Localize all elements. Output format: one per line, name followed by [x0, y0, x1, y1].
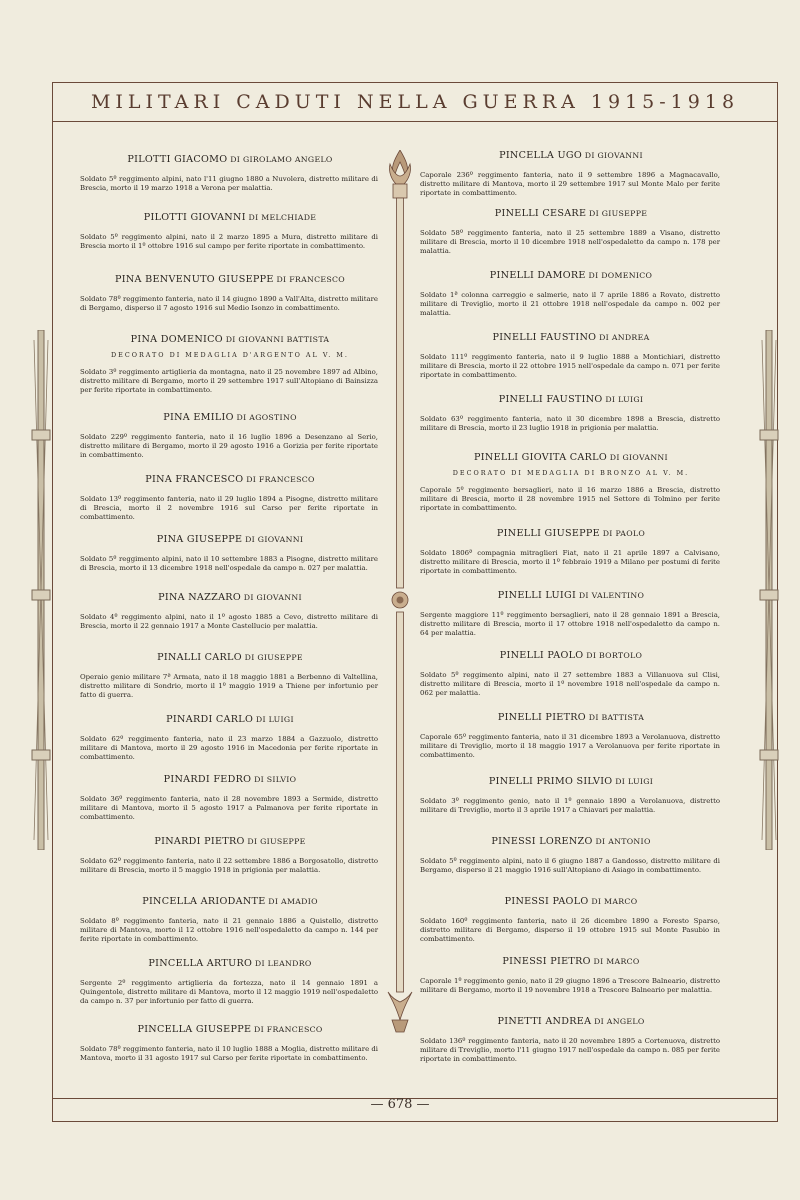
soldier-description: Soldato 3º reggimento genio, nato il 1º gennaio 1890 a Verolanuova, distretto militare di Treviglio, morto il 3 aprile 1917 a Chiavari per malattia.: [420, 797, 720, 814]
soldier-father: DI GIUSEPPE: [244, 837, 306, 846]
soldier-description: Soldato 62º reggimento fanteria, nato il 23 marzo 1884 a Gazzuolo, distretto militare di Mantova, morto il 29 agosto 1916 in Macedonia per ferite riportate in combattimento.: [80, 735, 378, 761]
soldier-name: [80, 592, 380, 603]
soldier-surname-given: PINCELLA ARTURO: [148, 958, 253, 969]
soldier-father: DI FRANCESCO: [273, 275, 345, 284]
soldier-entry: [420, 712, 722, 760]
soldier-father: DI MARCO: [590, 957, 640, 966]
soldier-father: DI DOMENICO: [585, 271, 653, 280]
soldier-father: DI LEANDRO: [252, 959, 312, 968]
soldier-father: DI PAOLO: [599, 529, 646, 538]
soldier-description: Soldato 5º reggimento alpini, nato l'11 giugno 1880 a Nuvolera, distretto militare di Brescia, morto il 19 marzo 1918 a Verona per malattia.: [80, 175, 378, 192]
soldier-name: [420, 590, 722, 601]
soldier-father: DI VALENTINO: [576, 591, 645, 600]
soldier-name: [80, 958, 380, 969]
soldier-description: Soldato 36º reggimento fanteria, nato il 28 novembre 1893 a Sermide, distretto militare di Mantova, morto il 5 agosto 1917 a Palmanova per ferite riportate in combattimento.: [80, 795, 378, 821]
soldier-entry: [420, 150, 722, 198]
soldier-description: Sergente maggiore 11º reggimento bersaglieri, nato il 28 gennaio 1891 a Brescia, distretto militare di Brescia, morto il 17 ottobre 1918 nell'ospedaletto da campo n. 64 per malattia.: [420, 611, 720, 637]
soldier-description: Soldato 13º reggimento fanteria, nato il 29 luglio 1894 a Pisogne, distretto militare di Brescia, morto il 2 novembre 1916 sul Carso per ferite riportate in combattimento.: [80, 495, 378, 521]
soldier-name: [420, 650, 722, 661]
soldier-name: [80, 474, 380, 485]
soldier-father: DI LUIGI: [253, 715, 294, 724]
soldier-surname-given: PILOTTI GIACOMO: [127, 154, 228, 165]
soldier-name: [420, 1016, 722, 1027]
soldier-surname-given: PINARDI FEDRO: [163, 774, 252, 785]
soldier-surname-given: PINA NAZZARO: [158, 592, 241, 603]
soldier-entry: [80, 592, 380, 631]
soldier-entry: [80, 896, 380, 944]
title-bar: [53, 83, 777, 122]
soldier-father: DI GIUSEPPE: [241, 653, 303, 662]
soldier-entry: [420, 394, 722, 433]
soldier-entry: [420, 650, 722, 698]
soldier-surname-given: PINA BENVENUTO GIUSEPPE: [115, 274, 274, 285]
soldier-entry: [420, 956, 722, 995]
soldier-entry: [80, 958, 380, 1006]
soldier-entry: [420, 896, 722, 944]
soldier-entry: [420, 1016, 722, 1064]
soldier-description: Soldato 5º reggimento alpini, nato il 2 marzo 1895 a Mura, distretto militare di Brescia morto il 1º ottobre 1916 sul campo per ferite riportate in combattimento.: [80, 233, 378, 250]
soldier-name: [80, 212, 380, 223]
soldier-surname-given: PINA EMILIO: [163, 412, 234, 423]
soldier-entry: [80, 836, 380, 875]
soldier-name: [420, 270, 722, 281]
soldier-name: [80, 774, 380, 785]
soldier-father: DI GIOVANNI BATTISTA: [222, 335, 330, 344]
soldier-description: Soldato 5º reggimento alpini, nato il 27 settembre 1883 a Villanuova sul Clisi, distretto militare di Brescia, morto il 1º novembre 1918 nell'ospedale da campo n. 062 per malattia.: [420, 671, 720, 697]
soldier-surname-given: PINCELLA GIUSEPPE: [137, 1024, 252, 1035]
soldier-description: Soldato 5º reggimento alpini, nato il 6 giugno 1887 a Gandosso, distretto militare di Bergamo, disperso il 21 maggio 1916 sull'Altopiano di Asiago in combattimento.: [420, 857, 720, 874]
soldier-surname-given: PINCELLA UGO: [499, 150, 582, 161]
soldier-description: Caporale 5º reggimento bersaglieri, nato il 16 marzo 1886 a Brescia, distretto militare di Brescia, morto il 28 novembre 1915 nel Settore di Tolmino per ferite riportate in combattimento.: [420, 486, 720, 512]
soldier-name: [420, 956, 722, 967]
soldier-entry: [80, 154, 380, 193]
soldier-entry: [80, 652, 380, 700]
soldier-father: DI MARCO: [588, 897, 638, 906]
soldier-entry: [420, 836, 722, 875]
decoration-note: DECORATO DI MEDAGLIA DI BRONZO AL V. M.: [452, 469, 690, 477]
soldier-father: DI FRANCESCO: [243, 475, 315, 484]
soldier-name: [420, 836, 722, 847]
soldier-entry: [80, 274, 380, 313]
soldier-surname-given: PINA GIUSEPPE: [156, 534, 243, 545]
soldier-entry: [80, 534, 380, 573]
soldier-father: DI ANGELO: [591, 1017, 645, 1026]
soldier-description: Soldato 229º reggimento fanteria, nato il 16 luglio 1896 a Desenzano al Serio, distretto militare di Bergamo, morto il 29 agosto 1916 a Gorizia per ferite riportate in combattimento.: [80, 433, 378, 459]
soldier-surname-given: PINELLI PIETRO: [497, 712, 586, 723]
soldier-father: DI GIOVANNI: [242, 535, 304, 544]
soldier-surname-given: PINETTI ANDREA: [497, 1016, 592, 1027]
soldier-surname-given: PINALLI CARLO: [157, 652, 242, 663]
soldier-surname-given: PINARDI CARLO: [166, 714, 254, 725]
soldier-description: Soldato 1ª colonna carreggio e salmerie, nato il 7 aprile 1886 a Rovato, distretto militare di Treviglio, morto il 21 ottobre 1918 nell'ospedale da campo n. 002 per malattia.: [420, 291, 720, 317]
soldier-father: DI ANTONIO: [592, 837, 651, 846]
soldier-description: Soldato 3º reggimento artiglieria da montagna, nato il 25 novembre 1897 ad Albino, distretto militare di Bergamo, morto il 29 settembre 1917 sull'Altopiano di Bainsizza per ferite riportate in combattimento.: [80, 368, 378, 394]
soldier-description: Soldato 58º reggimento fanteria, nato il 25 settembre 1889 a Visano, distretto militare di Brescia, morto il 10 dicembre 1918 nell'ospedaletto da campo n. 178 per malattia.: [420, 229, 720, 255]
soldier-father: DI AGOSTINO: [233, 413, 297, 422]
soldier-father: DI ANDREA: [596, 333, 650, 342]
soldier-description: Soldato 63º reggimento fanteria, nato il 30 dicembre 1898 a Brescia, distretto militare di Brescia, morto il 23 luglio 1918 in prigionia per malattia.: [420, 415, 720, 432]
soldier-name: [420, 528, 722, 539]
soldier-surname-given: PINELLI GIOVITA CARLO: [474, 452, 608, 463]
soldier-entry: [420, 208, 722, 256]
soldier-surname-given: PINESSI PIETRO: [502, 956, 591, 967]
soldier-father: DI MELCHIADE: [245, 213, 317, 222]
soldier-surname-given: PINELLI LUIGI: [497, 590, 577, 601]
soldier-father: DI GIOVANNI: [582, 151, 643, 160]
soldier-father: DI BATTISTA: [585, 713, 645, 722]
soldier-name: [80, 652, 380, 663]
soldier-surname-given: PINELLI PAOLO: [499, 650, 584, 661]
soldier-description: Sergente 2º reggimento artiglieria da fortezza, nato il 14 gennaio 1891 a Quingentole, distretto militare di Mantova, morto il 12 maggio 1919 nell'ospedaletto da campo n. 37 per infortunio per fatto di guerra.: [80, 979, 378, 1005]
soldier-description: Soldato 1806ª compagnia mitraglieri Fiat, nato il 21 aprile 1897 a Calvisano, distretto militare di Brescia, morto il 1º febbraio 1919 a Milano per postumi di ferite riportate in combattimento.: [420, 549, 720, 575]
soldier-entry: [80, 212, 380, 251]
soldier-surname-given: PINELLI FAUSTINO: [492, 332, 597, 343]
soldier-name: [80, 836, 380, 847]
soldier-father: DI BORTOLO: [583, 651, 643, 660]
soldier-name: [420, 208, 722, 219]
soldier-surname-given: PINELLI GIUSEPPE: [496, 528, 600, 539]
soldier-entry: [420, 332, 722, 380]
soldier-surname-given: PINA FRANCESCO: [145, 474, 244, 485]
soldier-description: Operaio genio militare 7ª Armata, nato il 18 maggio 1881 a Berbenno di Valtellina, distretto militare di Sondrio, morto il 1º maggio 1919 a Thiene per infortunio per fatto di guerra.: [80, 673, 378, 699]
soldier-name: [420, 150, 722, 161]
soldier-father: DI GIROLAMO ANGELO: [227, 155, 333, 164]
soldier-entry: [420, 590, 722, 638]
soldier-entry: [80, 334, 380, 395]
soldier-entry: [80, 412, 380, 460]
soldier-name: [80, 896, 380, 907]
soldier-father: DI GIOVANNI: [607, 453, 668, 462]
soldier-name: [420, 712, 722, 723]
soldier-father: DI LUIGI: [612, 777, 654, 786]
soldier-description: Soldato 78º reggimento fanteria, nato il 14 giugno 1890 a Vall'Alta, distretto militare di Bergamo, disperso il 7 agosto 1916 sul Medio Isonzo in combattimento.: [80, 295, 378, 312]
soldier-name: [80, 714, 380, 725]
soldier-entry: [420, 776, 722, 815]
soldier-entry: [420, 528, 722, 576]
soldier-description: Soldato 8º reggimento fanteria, nato il 21 gennaio 1886 a Quistello, distretto militare di Mantova, morto il 12 ottobre 1916 nell'ospedaletto da campo n. 144 per ferite riportate in combattimento.: [80, 917, 378, 943]
soldier-surname-given: PINESSI LORENZO: [491, 836, 593, 847]
soldier-name: [80, 334, 380, 345]
soldier-entry: [420, 270, 722, 318]
soldier-entry: [80, 714, 380, 762]
soldier-entry: [80, 774, 380, 822]
soldier-name: [80, 154, 380, 165]
soldier-name: [80, 1024, 380, 1035]
soldier-name: [420, 776, 722, 787]
soldier-father: DI LUIGI: [602, 395, 644, 404]
soldier-surname-given: PINELLI FAUSTINO: [498, 394, 603, 405]
soldier-entry: [80, 474, 380, 522]
soldier-name: [80, 274, 380, 285]
torch-column-divider: [384, 150, 416, 1040]
soldier-description: Soldato 62º reggimento fanteria, nato il 22 settembre 1886 a Borgosatollo, distretto militare di Brescia, morto il 5 maggio 1918 in prigionia per malattia.: [80, 857, 378, 874]
decoration-note: DECORATO DI MEDAGLIA D'ARGENTO AL V. M.: [111, 351, 349, 359]
soldier-name: [80, 534, 380, 545]
soldier-name: [420, 896, 722, 907]
soldier-description: Caporale 65º reggimento fanteria, nato il 31 dicembre 1893 a Verolanuova, distretto militare di Treviglio, morto il 18 maggio 1917 a Verolanuova per ferite riportate in combattimento.: [420, 733, 720, 759]
soldier-description: Soldato 4º reggimento alpini, nato il 1º agosto 1885 a Cevo, distretto militare di Brescia, morto il 22 gennaio 1917 a Monte Castellucio per malattia.: [80, 613, 378, 630]
soldier-description: Soldato 136º reggimento fanteria, nato il 20 novembre 1895 a Cortenuova, distretto militare di Treviglio, morto l'11 giugno 1917 nell'ospedale da campo n. 085 per ferite riportate in combattimento.: [420, 1037, 720, 1063]
soldier-father: DI AMADIO: [265, 897, 318, 906]
soldier-description: Caporale 236º reggimento fanteria, nato il 9 settembre 1896 a Magnacavallo, distretto militare di Mantova, morto il 29 settembre 1917 sul Monte Malo per ferite riportate in combattimento.: [420, 171, 720, 197]
soldier-father: DI GIOVANNI: [240, 593, 302, 602]
soldier-surname-given: PINELLI PRIMO SILVIO: [488, 776, 613, 787]
page-number: — 678 —: [370, 1097, 430, 1112]
fasces-ornament-right: [758, 330, 780, 850]
soldier-surname-given: PINA DOMENICO: [130, 334, 223, 345]
page-title: MILITARI CADUTI NELLA GUERRA 1915-1918: [90, 91, 740, 113]
soldier-surname-given: PINELLI DAMORE: [489, 270, 586, 281]
soldier-surname-given: PINARDI PIETRO: [154, 836, 245, 847]
soldier-name: [420, 394, 722, 405]
soldier-description: Soldato 78º reggimento fanteria, nato il 10 luglio 1888 a Moglia, distretto militare di Mantova, morto il 31 agosto 1917 sul Carso per ferite riportate in combattimento.: [80, 1045, 378, 1062]
soldier-name: [420, 452, 722, 463]
soldier-description: Soldato 160º reggimento fanteria, nato il 26 dicembre 1890 a Foresto Sparso, distretto militare di Bergamo, disperso il 19 ottobre 1915 sul Monte Pasubio in combattimento.: [420, 917, 720, 943]
soldier-entry: [80, 1024, 380, 1063]
soldier-father: DI GIUSEPPE: [586, 209, 648, 218]
fasces-ornament-left: [30, 330, 52, 850]
soldier-name: [420, 332, 722, 343]
soldier-surname-given: PINESSI PAOLO: [504, 896, 589, 907]
soldier-surname-given: PINELLI CESARE: [494, 208, 587, 219]
soldier-surname-given: PILOTTI GIOVANNI: [143, 212, 246, 223]
soldier-description: Caporale 1º reggimento genio, nato il 29 giugno 1896 a Trescore Balneario, distretto militare di Bergamo, morto il 19 novembre 1918 a Trescore Balneario per malattia.: [420, 977, 720, 994]
soldier-father: DI SILVIO: [251, 775, 297, 784]
soldier-description: Soldato 5º reggimento alpini, nato il 10 settembre 1883 a Pisogne, distretto militare di Brescia, morto il 13 dicembre 1918 nell'ospedale da campo n. 027 per malattia.: [80, 555, 378, 572]
soldier-surname-given: PINCELLA ARIODANTE: [142, 896, 266, 907]
soldier-description: Soldato 111º reggimento fanteria, nato il 9 luglio 1888 a Montichiari, distretto militare di Brescia, morto il 22 ottobre 1915 nell'ospedale da campo n. 071 per ferite riportate in combattimento.: [420, 353, 720, 379]
soldier-father: DI FRANCESCO: [251, 1025, 323, 1034]
soldier-name: [80, 412, 380, 423]
soldier-entry: [420, 452, 722, 513]
